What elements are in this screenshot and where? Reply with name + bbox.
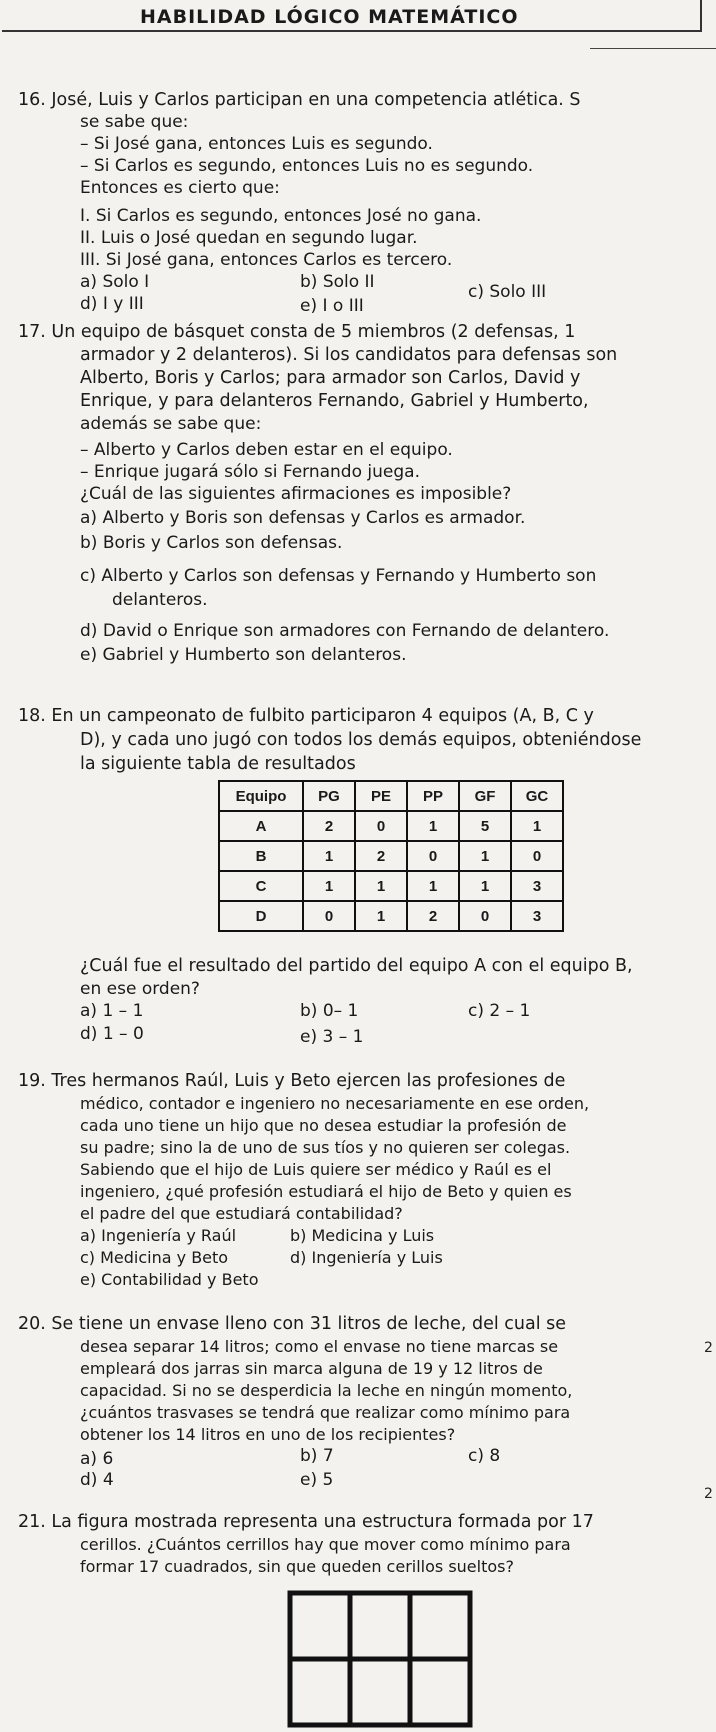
q20-option: e) 5 — [300, 1470, 334, 1490]
table-cell: B — [219, 841, 303, 871]
table-row — [219, 901, 563, 931]
edge-mark: 2 — [704, 1340, 713, 1356]
q20-line: ¿cuántos trasvases se tendrá que realizar como mínimo para — [80, 1403, 571, 1422]
q18-option: a) 1 – 1 — [80, 1001, 144, 1021]
table-cell: A — [219, 811, 303, 841]
q17-line: ¿Cuál de las siguientes afirmaciones es imposible? — [80, 484, 512, 504]
q20-line: obtener los 14 litros en uno de los recipientes? — [80, 1425, 456, 1444]
q17-option: d) David o Enrique son armadores con Fernando de delantero. — [80, 621, 610, 641]
q16-option: a) Solo I — [80, 272, 150, 292]
table-cell: 1 — [511, 811, 563, 841]
table-cell: 0 — [511, 841, 563, 871]
table-cell: 1 — [303, 841, 355, 871]
q20-line: capacidad. Si no se desperdicia la leche en ningún momento, — [80, 1381, 573, 1400]
q16-line: Entonces es cierto que: — [80, 178, 280, 198]
q19-line: el padre del que estudiará contabilidad? — [80, 1204, 403, 1223]
table-row — [219, 871, 563, 901]
q20-option: b) 7 — [300, 1446, 334, 1466]
column-header: GF — [459, 781, 511, 811]
table-cell: 3 — [511, 871, 563, 901]
table-cell: 1 — [355, 871, 407, 901]
q16-line: III. Si José gana, entonces Carlos es tercero. — [80, 250, 453, 270]
q19-line: cada uno tiene un hijo que no desea estudiar la profesión de — [80, 1116, 567, 1135]
table-cell: 2 — [303, 811, 355, 841]
q19-line: ingeniero, ¿qué profesión estudiará el hijo de Beto y quien es — [80, 1182, 572, 1201]
column-header: PG — [303, 781, 355, 811]
q21-line: cerillos. ¿Cuántos cerrillos hay que mover como mínimo para — [80, 1535, 571, 1554]
column-header: Equipo — [219, 781, 303, 811]
q16-option: b) Solo II — [300, 272, 375, 292]
column-header: PP — [407, 781, 459, 811]
q16-line: I. Si Carlos es segundo, entonces José no gana. — [80, 206, 482, 226]
q19-line: 19. Tres hermanos Raúl, Luis y Beto ejercen las profesiones de — [18, 1071, 566, 1091]
q19-line: médico, contador e ingeniero no necesariamente en ese orden, — [80, 1094, 590, 1113]
table-cell: 1 — [355, 901, 407, 931]
q16-line: – Si Carlos es segundo, entonces Luis no es segundo. — [80, 156, 534, 176]
q17-line: – Alberto y Carlos deben estar en el equipo. — [80, 440, 453, 460]
q17-option: e) Gabriel y Humberto son delanteros. — [80, 645, 407, 665]
q18-line: la siguiente tabla de resultados — [80, 754, 356, 774]
q20-option: a) 6 — [80, 1449, 114, 1469]
table-cell: 1 — [459, 871, 511, 901]
q17-option: b) Boris y Carlos son defensas. — [80, 533, 343, 553]
table-cell: 1 — [407, 811, 459, 841]
q18-option: d) 1 – 0 — [80, 1024, 144, 1044]
q17-option: a) Alberto y Boris son defensas y Carlos es armador. — [80, 508, 526, 528]
q16-line: se sabe que: — [80, 112, 189, 132]
q19-line: Sabiendo que el hijo de Luis quiere ser médico y Raúl es el — [80, 1160, 552, 1179]
q18-question: en ese orden? — [80, 979, 200, 999]
q19-option: e) Contabilidad y Beto — [80, 1270, 259, 1289]
table-cell: 0 — [407, 841, 459, 871]
q17-option: delanteros. — [112, 590, 208, 610]
matchstick-figure — [286, 1587, 476, 1729]
q17-line: además se sabe que: — [80, 414, 262, 434]
q17-line: 17. Un equipo de básquet consta de 5 miembros (2 defensas, 1 — [18, 322, 576, 342]
q17-line: Alberto, Boris y Carlos; para armador son Carlos, David y — [80, 368, 581, 388]
q19-option: d) Ingeniería y Luis — [290, 1248, 443, 1267]
q18-line: 18. En un campeonato de fulbito participaron 4 equipos (A, B, C y — [18, 706, 594, 726]
q18-option: c) 2 – 1 — [468, 1001, 531, 1021]
q16-line: – Si José gana, entonces Luis es segundo. — [80, 134, 433, 154]
q20-option: d) 4 — [80, 1470, 114, 1490]
column-header: PE — [355, 781, 407, 811]
q19-option: c) Medicina y Beto — [80, 1248, 229, 1267]
table-row — [219, 811, 563, 841]
table-cell: 2 — [407, 901, 459, 931]
q17-option: c) Alberto y Carlos son defensas y Fernando y Humberto son — [80, 566, 597, 586]
q20-option: c) 8 — [468, 1446, 501, 1466]
q18-option: b) 0– 1 — [300, 1001, 359, 1021]
q16-option: c) Solo III — [468, 282, 547, 302]
edge-mark: 2 — [704, 1486, 713, 1502]
q17-line: – Enrique jugará sólo si Fernando juega. — [80, 462, 420, 482]
q16-line: 16. José, Luis y Carlos participan en una competencia atlética. S — [18, 90, 581, 110]
q18-line: D), y cada uno jugó con todos los demás equipos, obteniéndose — [80, 730, 642, 750]
table-cell: 1 — [303, 871, 355, 901]
header-rule — [590, 48, 716, 49]
q20-line: desea separar 14 litros; como el envase no tiene marcas se — [80, 1337, 559, 1356]
q18-question: ¿Cuál fue el resultado del partido del equipo A con el equipo B, — [80, 956, 633, 976]
q21-line: 21. La figura mostrada representa una estructura formada por 17 — [18, 1512, 594, 1532]
q17-line: armador y 2 delanteros). Si los candidatos para defensas son — [80, 345, 618, 365]
q17-line: Enrique, y para delanteros Fernando, Gabriel y Humberto, — [80, 391, 589, 411]
table-cell: 1 — [459, 841, 511, 871]
table-cell: C — [219, 871, 303, 901]
q19-option: a) Ingeniería y Raúl — [80, 1226, 237, 1245]
q16-option: d) I y III — [80, 294, 144, 314]
q19-option: b) Medicina y Luis — [290, 1226, 435, 1245]
q19-line: su padre; sino la de uno de sus tíos y no quieren ser colegas. — [80, 1138, 571, 1157]
column-header: GC — [511, 781, 563, 811]
q16-option: e) I o III — [300, 296, 364, 316]
q20-line: 20. Se tiene un envase lleno con 31 litros de leche, del cual se — [18, 1314, 567, 1334]
table-row — [219, 841, 563, 871]
table-header-row — [219, 781, 563, 811]
q20-line: empleará dos jarras sin marca alguna de 19 y 12 litros de — [80, 1359, 543, 1378]
table-cell: 2 — [355, 841, 407, 871]
q16-line: II. Luis o José quedan en segundo lugar. — [80, 228, 418, 248]
table-cell: D — [219, 901, 303, 931]
table-cell: 1 — [407, 871, 459, 901]
table-cell: 0 — [303, 901, 355, 931]
table-cell: 0 — [355, 811, 407, 841]
q18-option: e) 3 – 1 — [300, 1027, 364, 1047]
table-cell: 5 — [459, 811, 511, 841]
page-title: HABILIDAD LÓGICO MATEMÁTICO — [140, 6, 519, 28]
q21-line: formar 17 cuadrados, sin que queden cerillos sueltos? — [80, 1557, 514, 1576]
table-cell: 0 — [459, 901, 511, 931]
results-table — [218, 780, 564, 932]
table-cell: 3 — [511, 901, 563, 931]
